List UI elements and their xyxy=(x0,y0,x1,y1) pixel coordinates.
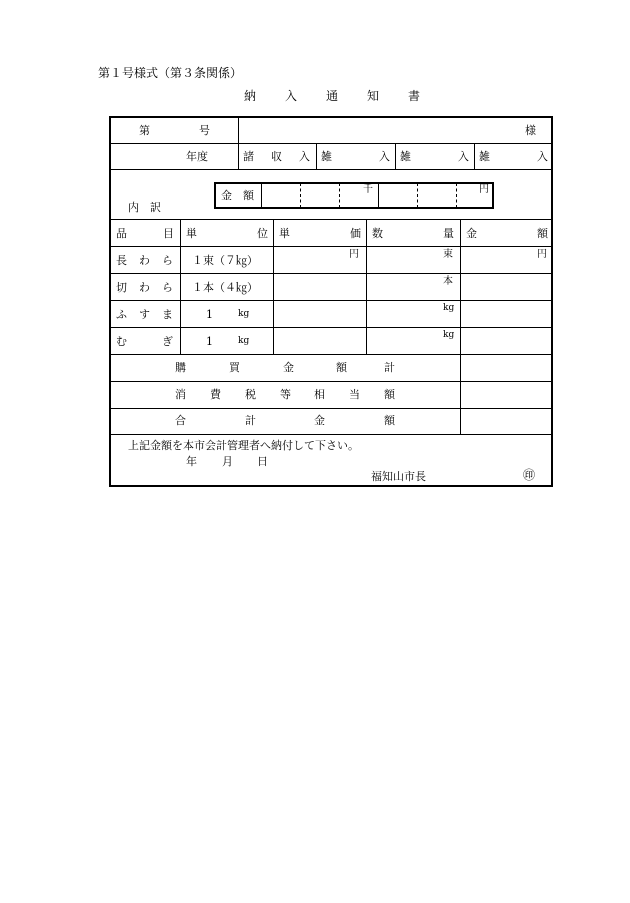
purchase-total-char: 購 xyxy=(175,361,186,374)
thousand-marker: 千 xyxy=(363,184,373,195)
title-char: 入 xyxy=(285,89,298,103)
header-unit: 位 xyxy=(257,227,268,240)
quantity-unit: kg xyxy=(443,303,455,313)
unit-kg: kg xyxy=(238,309,250,319)
item-char: ら xyxy=(162,254,173,267)
title-char: 納 xyxy=(244,89,257,103)
col-divider xyxy=(474,143,475,169)
form-number-label: 第１号様式（第３条関係） xyxy=(98,66,243,80)
col-divider xyxy=(395,143,396,169)
col-divider xyxy=(238,117,239,169)
number-label-first: 第 xyxy=(139,124,150,137)
purchase-total-char: 買 xyxy=(229,361,240,374)
header-price: 単 xyxy=(279,227,290,240)
misc-income-char: 雑 xyxy=(321,150,332,163)
col-divider xyxy=(273,219,274,354)
breakdown-label-char: 訳 xyxy=(150,201,161,214)
consumption-tax-char: 相 xyxy=(314,388,325,401)
unit-cell: １束（７㎏） xyxy=(192,254,258,267)
row-divider xyxy=(110,169,553,170)
consumption-tax-char: 消 xyxy=(175,388,186,401)
grand-total-char: 計 xyxy=(245,414,256,427)
row-divider xyxy=(110,408,553,409)
header-price: 価 xyxy=(350,227,361,240)
item-char: 切 xyxy=(116,281,127,294)
price-unit: 円 xyxy=(349,249,359,260)
row-divider xyxy=(110,300,553,301)
item-char: わ xyxy=(139,254,150,267)
date-year: 年 xyxy=(186,455,197,468)
item-char: 長 xyxy=(116,254,127,267)
quantity-unit: 本 xyxy=(443,276,453,287)
item-char: ら xyxy=(162,281,173,294)
row-divider xyxy=(110,434,553,435)
grand-total-char: 金 xyxy=(314,414,325,427)
col-divider xyxy=(366,219,367,354)
digit-divider xyxy=(456,183,457,208)
header-unit: 単 xyxy=(186,227,197,240)
header-item: 目 xyxy=(163,227,174,240)
amount-box xyxy=(214,182,494,209)
unit-number: 1 xyxy=(206,335,213,348)
digit-divider xyxy=(417,183,418,208)
purchase-total-char: 額 xyxy=(336,361,347,374)
unit-cell: １本（４㎏） xyxy=(192,281,258,294)
grand-total-char: 合 xyxy=(175,414,186,427)
header-amount: 額 xyxy=(537,227,548,240)
amount-label-char: 金 xyxy=(221,189,232,202)
amount-label-char: 額 xyxy=(243,189,254,202)
purchase-total-char: 金 xyxy=(283,361,294,374)
col-divider xyxy=(460,219,461,434)
item-char: む xyxy=(116,335,127,348)
consumption-tax-char: 当 xyxy=(349,388,360,401)
row-divider xyxy=(110,273,553,274)
breakdown-label-char: 内 xyxy=(128,201,139,214)
date-day: 日 xyxy=(257,455,268,468)
row-divider xyxy=(110,143,553,144)
revenue-char: 諸 xyxy=(243,150,254,163)
consumption-tax-char: 税 xyxy=(245,388,256,401)
honorific-sama: 様 xyxy=(525,124,536,137)
header-quantity: 数 xyxy=(372,227,383,240)
misc-income-char: 入 xyxy=(379,150,390,163)
purchase-total-char: 計 xyxy=(384,361,395,374)
misc-income-char: 入 xyxy=(458,150,469,163)
misc-income-char: 雑 xyxy=(479,150,490,163)
payment-instruction: 上記金額を本市会計管理者へ納付して下さい。 xyxy=(128,439,359,452)
seal-mark: ㊞ xyxy=(523,468,536,482)
row-divider xyxy=(110,381,553,382)
quantity-unit: kg xyxy=(443,330,455,340)
row-divider xyxy=(110,246,553,247)
issuer-name: 福知山市長 xyxy=(371,470,426,483)
quantity-unit: 束 xyxy=(443,249,453,260)
title-char: 書 xyxy=(408,89,421,103)
header-quantity: 量 xyxy=(443,227,454,240)
digit-divider xyxy=(339,183,340,208)
digit-divider xyxy=(378,183,379,208)
amount-unit: 円 xyxy=(537,249,547,260)
consumption-tax-char: 等 xyxy=(280,388,291,401)
consumption-tax-char: 額 xyxy=(384,388,395,401)
grand-total-char: 額 xyxy=(384,414,395,427)
item-char: す xyxy=(139,308,150,321)
item-char: ま xyxy=(162,308,173,321)
title-char: 通 xyxy=(326,89,339,103)
consumption-tax-char: 費 xyxy=(210,388,221,401)
row-divider xyxy=(110,327,553,328)
notice-form xyxy=(109,116,553,487)
revenue-char: 入 xyxy=(299,150,310,163)
item-char: ふ xyxy=(116,308,127,321)
col-divider xyxy=(180,219,181,354)
misc-income-char: 入 xyxy=(537,150,548,163)
misc-income-char: 雑 xyxy=(400,150,411,163)
revenue-char: 収 xyxy=(271,150,282,163)
unit-number: 1 xyxy=(206,308,213,321)
col-divider xyxy=(316,143,317,169)
digit-divider xyxy=(300,183,301,208)
header-item: 品 xyxy=(116,227,127,240)
row-divider xyxy=(110,354,553,355)
amount-box-divider xyxy=(261,183,262,208)
yen-marker: 円 xyxy=(479,184,489,195)
header-amount: 金 xyxy=(466,227,477,240)
title-char: 知 xyxy=(367,89,380,103)
item-char: わ xyxy=(139,281,150,294)
row-divider xyxy=(110,219,553,220)
number-label-second: 号 xyxy=(199,124,210,137)
fiscal-year-label: 年度 xyxy=(186,150,208,163)
date-month: 月 xyxy=(222,455,233,468)
unit-kg: kg xyxy=(238,336,250,346)
item-char: ぎ xyxy=(162,335,173,348)
